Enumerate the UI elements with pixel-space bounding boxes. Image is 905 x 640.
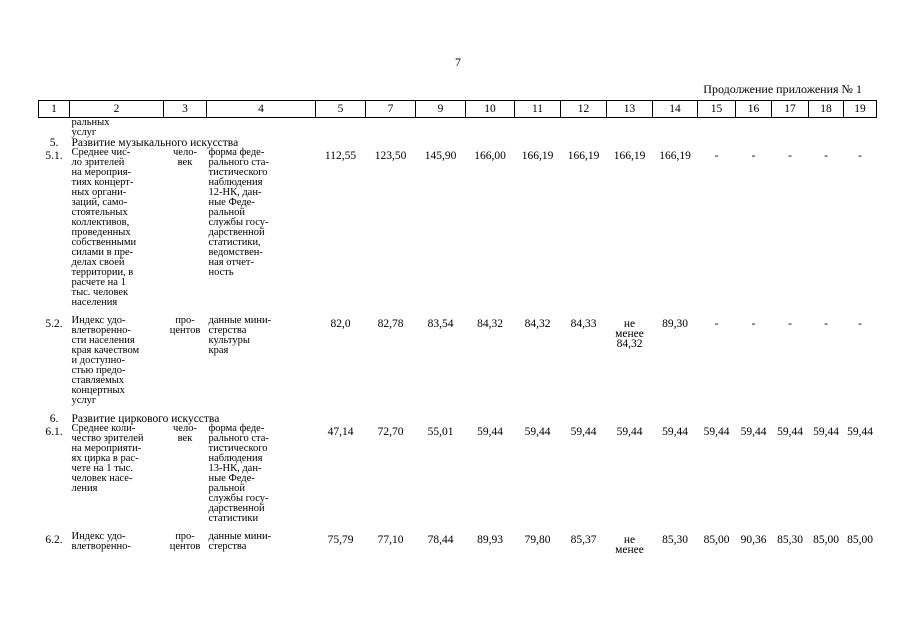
table-body (39, 118, 877, 556)
value-cell: 59,44 (524, 426, 551, 438)
value-cell: 145,90 (424, 150, 457, 162)
blank-cell (316, 118, 366, 139)
blank-cell (366, 118, 416, 139)
value-cell: 85,00 (703, 534, 730, 546)
value-cell: 85,00 (813, 534, 839, 546)
column-header-15: 15 (698, 101, 736, 118)
value-cell: 78,44 (427, 534, 454, 546)
value-cell: не менее (615, 534, 644, 556)
column-header-4: 4 (207, 101, 316, 118)
indicator-name: Индекс удо- влетворенно- (71, 531, 131, 552)
continuation-label: Продолжение приложения № 1 (703, 82, 862, 96)
row-code: 6.1. (45, 426, 63, 438)
value-cell: 59,44 (847, 426, 873, 438)
value-cell: не менее 84,32 (615, 318, 644, 350)
carry-over-row (39, 118, 877, 139)
table-row (39, 316, 877, 406)
page-number: 7 (455, 55, 461, 69)
value-cell: 85,00 (847, 534, 873, 546)
value-cell: 82,0 (330, 318, 351, 330)
source-cell: данные мини- стерства (208, 531, 272, 552)
spacer-cell (39, 524, 877, 532)
value-cell: 123,50 (374, 150, 407, 162)
value-cell: - (824, 150, 828, 162)
blank-cell (736, 118, 772, 139)
blank-cell (607, 118, 653, 139)
blank-cell (207, 118, 316, 139)
value-cell: 84,32 (477, 318, 503, 330)
value-cell: 47,14 (327, 426, 354, 438)
value-cell: 85,37 (570, 534, 597, 546)
value-cell: 166,19 (521, 150, 554, 162)
indicator-name: Среднее чис- ло зрителей на мероприя- тиях концерт- ных органи- заций, само- стоятельных коллективов, проведенных собственными силами в пре- делах своей территории, в расчете на 1 тыс. человек населения (71, 147, 137, 308)
source-cell: данные мини- стерства культуры края (208, 315, 272, 356)
column-header-14: 14 (653, 101, 698, 118)
value-cell: - (858, 150, 862, 162)
table-row (39, 424, 877, 524)
value-cell: 85,30 (777, 534, 803, 546)
blank-cell (698, 118, 736, 139)
value-cell: 59,44 (703, 426, 730, 438)
value-cell: 55,01 (427, 426, 454, 438)
indicator-table (38, 100, 877, 555)
column-header-9: 9 (416, 101, 466, 118)
unit-cell: про- центов (169, 315, 201, 336)
unit-cell: про- центов (169, 531, 201, 552)
value-cell: 75,79 (327, 534, 354, 546)
value-cell: - (751, 150, 756, 162)
value-cell: 59,44 (813, 426, 839, 438)
unit-cell: чело- век (173, 147, 197, 168)
column-header-19: 19 (844, 101, 877, 118)
blank-cell (844, 118, 877, 139)
unit-cell: чело- век (173, 423, 197, 444)
column-header-2: 2 (70, 101, 164, 118)
section-row (39, 138, 877, 148)
value-cell: 83,54 (427, 318, 454, 330)
column-header-7: 7 (366, 101, 416, 118)
value-cell: 166,19 (567, 150, 600, 162)
section-title: Развитие циркового искусства (71, 413, 220, 425)
blank-cell (809, 118, 844, 139)
section-title: Развитие музыкального искусства (71, 137, 239, 149)
value-cell: 77,10 (377, 534, 404, 546)
indicator-name: Среднее коли- чество зрителей на мероприяти- ях цирка в рас- чете на 1 тыс. человек насе- ления (71, 423, 144, 494)
row-code: 5.2. (45, 318, 63, 330)
blank-cell (39, 118, 70, 139)
value-cell: 85,30 (662, 534, 688, 546)
value-cell: 72,70 (377, 426, 404, 438)
column-header-11: 11 (515, 101, 561, 118)
column-header-1: 1 (39, 101, 70, 118)
table-row (39, 148, 877, 308)
value-cell: - (788, 150, 792, 162)
column-header-17: 17 (772, 101, 809, 118)
blank-cell (561, 118, 607, 139)
section-code: 5. (49, 137, 59, 149)
value-cell: 89,30 (662, 318, 688, 330)
row-spacer (39, 308, 877, 316)
value-cell: 79,80 (524, 534, 551, 546)
carry-over-text: ральных услуг (71, 117, 110, 138)
value-cell: 90,36 (740, 534, 767, 546)
value-cell: 84,32 (524, 318, 551, 330)
row-code: 6.2. (45, 534, 63, 546)
blank-cell (466, 118, 515, 139)
table-header-row (39, 101, 877, 118)
value-cell: 59,44 (662, 426, 688, 438)
value-cell: - (714, 150, 719, 162)
row-spacer (39, 524, 877, 532)
value-cell: 82,78 (377, 318, 404, 330)
section-code: 6. (49, 413, 59, 425)
blank-cell (772, 118, 809, 139)
blank-cell (164, 118, 207, 139)
value-cell: 166,19 (613, 150, 646, 162)
value-cell: 59,44 (477, 426, 503, 438)
value-cell: 166,00 (474, 150, 506, 162)
table-row (39, 532, 877, 555)
value-cell: - (788, 318, 792, 330)
value-cell: 89,93 (477, 534, 503, 546)
value-cell: 59,44 (777, 426, 803, 438)
section-row (39, 414, 877, 424)
value-cell: 166,19 (659, 150, 691, 162)
blank-cell (416, 118, 466, 139)
value-cell: 59,44 (570, 426, 597, 438)
source-cell: форма феде- рального ста- тистического наблюдения 12-НК, дан- ные Феде- ральной службы госу- дарственной статистики, ведомствен- ная отчет- ность (208, 147, 269, 278)
column-header-3: 3 (164, 101, 207, 118)
column-header-13: 13 (607, 101, 653, 118)
value-cell: 59,44 (740, 426, 767, 438)
value-cell: - (751, 318, 756, 330)
blank-cell (653, 118, 698, 139)
blank-cell (515, 118, 561, 139)
column-header-5: 5 (316, 101, 366, 118)
value-cell: - (714, 318, 719, 330)
column-header-10: 10 (466, 101, 515, 118)
spacer-cell (39, 308, 877, 316)
source-cell: форма феде- рального ста- тистического наблюдения 13-НК, дан- ные Феде- ральной службы госу- дарственной статистики (208, 423, 269, 524)
value-cell: 59,44 (616, 426, 643, 438)
indicator-name: Индекс удо- влетворенно- сти населения края качеством и доступно- стью предо- ставляемых концертных услуг (71, 315, 140, 406)
value-cell: - (858, 318, 862, 330)
column-header-16: 16 (736, 101, 772, 118)
value-cell: 112,55 (324, 150, 357, 162)
value-cell: 84,33 (570, 318, 597, 330)
column-header-18: 18 (809, 101, 844, 118)
column-header-12: 12 (561, 101, 607, 118)
row-code: 5.1. (45, 150, 63, 162)
value-cell: - (824, 318, 828, 330)
